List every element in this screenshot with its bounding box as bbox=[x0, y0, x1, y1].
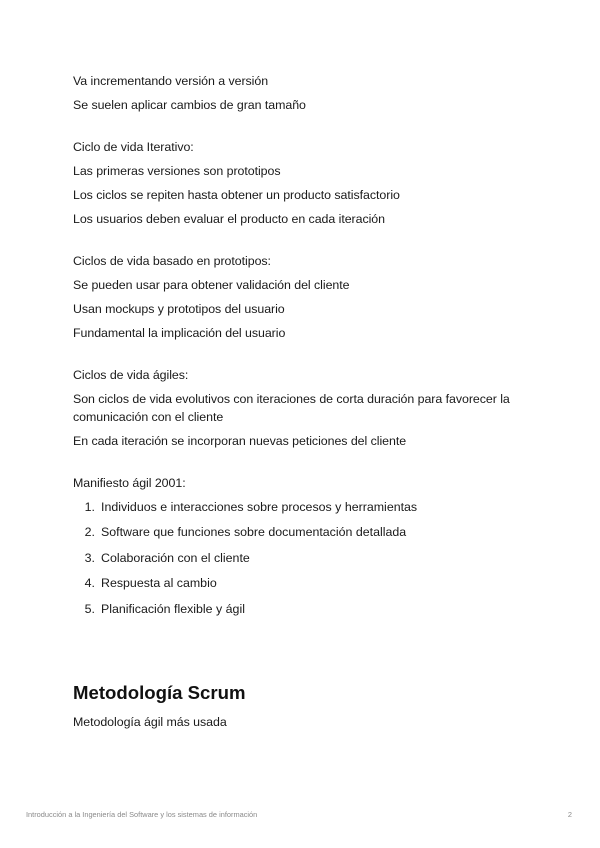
paragraph: Los usuarios deben evaluar el producto en cada iteración bbox=[73, 212, 385, 226]
paragraph: Son ciclos de vida evolutivos con iteraciones de corta duración para favorecer la comunicación con el cliente bbox=[73, 392, 510, 424]
list-text: Colaboración con el cliente bbox=[101, 550, 250, 565]
list-text: Planificación flexible y ágil bbox=[101, 601, 245, 616]
list-item bbox=[73, 523, 533, 541]
paragraph: Los ciclos se repiten hasta obtener un producto satisfactorio bbox=[73, 188, 400, 202]
paragraph: Fundamental la implicación del usuario bbox=[73, 326, 286, 340]
footer-title: Introducción a la Ingeniería del Software y los sistemas de información bbox=[26, 810, 258, 819]
list-number: 1. bbox=[84, 500, 95, 514]
subheading-iterative: Ciclo de vida Iterativo: bbox=[73, 140, 194, 154]
list-item bbox=[73, 600, 533, 618]
list-item bbox=[73, 574, 533, 592]
subheading-manifesto: Manifiesto ágil 2001: bbox=[73, 476, 186, 490]
list-number: 2. bbox=[84, 525, 95, 540]
section-heading: Metodología Scrum bbox=[73, 681, 246, 703]
list-number: 5. bbox=[84, 601, 95, 616]
paragraph: Se suelen aplicar cambios de gran tamaño bbox=[73, 98, 306, 112]
paragraph: Se pueden usar para obtener validación del cliente bbox=[73, 278, 350, 292]
paragraph: Las primeras versiones son prototipos bbox=[73, 164, 281, 178]
paragraph: Metodología ágil más usada bbox=[73, 714, 227, 729]
paragraph: En cada iteración se incorporan nuevas peticiones del cliente bbox=[73, 434, 407, 448]
manifesto-list bbox=[73, 498, 533, 618]
subheading-agile: Ciclos de vida ágiles: bbox=[73, 368, 189, 382]
page-number: 2 bbox=[567, 810, 572, 819]
list-text: Respuesta al cambio bbox=[101, 576, 217, 591]
paragraph: Usan mockups y prototipos del usuario bbox=[73, 302, 285, 316]
subheading-prototypes: Ciclos de vida basado en prototipos: bbox=[73, 254, 271, 268]
paragraph: Va incrementando versión a versión bbox=[73, 74, 269, 88]
document-body bbox=[73, 72, 533, 737]
list-text: Software que funciones sobre documentación detallada bbox=[101, 525, 407, 540]
list-text: Individuos e interacciones sobre procesos y herramientas bbox=[101, 500, 418, 514]
list-item bbox=[73, 498, 533, 516]
list-number: 4. bbox=[84, 576, 95, 591]
list-item bbox=[73, 549, 533, 567]
page-footer bbox=[26, 810, 572, 819]
list-number: 3. bbox=[84, 550, 95, 565]
